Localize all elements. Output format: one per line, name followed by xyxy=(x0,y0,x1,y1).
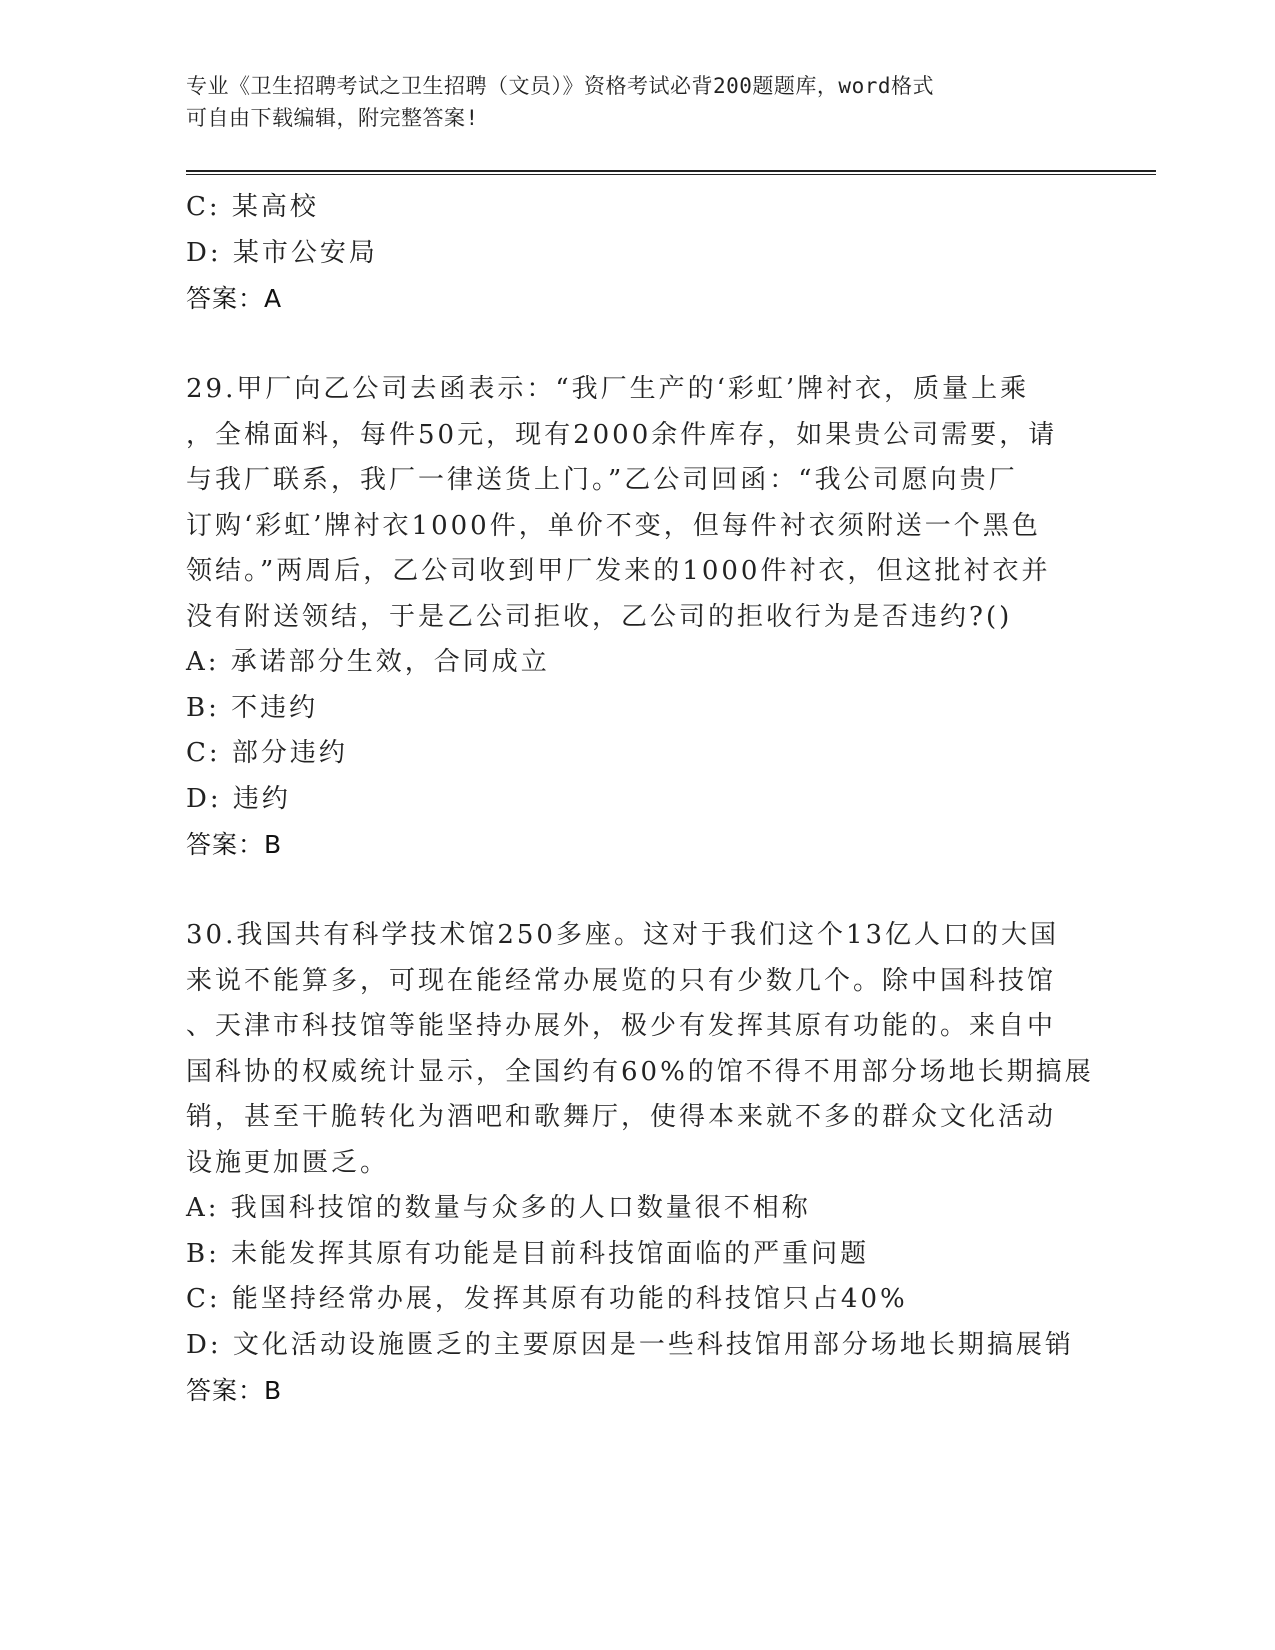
option-c: C: 部分违约 xyxy=(186,738,348,768)
answer-label: 答案：B xyxy=(186,830,283,859)
question-28 xyxy=(186,185,1166,322)
question-text-line: 国科协的权威统计显示，全国约有60%的馆不得不用部分场地长期搞展 xyxy=(186,1056,1094,1087)
option-b: B: 不违约 xyxy=(186,692,319,723)
option-b: B: 未能发挥其原有功能是目前科技馆面临的严重问题 xyxy=(186,1238,870,1269)
document-page xyxy=(186,70,1166,1414)
question-text-line: 订购‘彩虹’牌衬衣1000件，单价不变，但每件衬衣须附送一个黑色 xyxy=(186,510,1041,541)
answer-label: 答案：A xyxy=(186,284,283,313)
option-c: C: 某高校 xyxy=(186,192,319,222)
header-line-2: 可自由下载编辑，附完整答案! xyxy=(186,106,479,130)
question-text-line: 设施更加匮乏。 xyxy=(186,1147,390,1178)
question-text-line: 销，甚至干脆转化为酒吧和歌舞厅，使得本来就不多的群众文化活动 xyxy=(186,1102,1057,1132)
question-text-line: 、天津市科技馆等能坚持办展外，极少有发挥其原有功能的。来自中 xyxy=(186,1011,1057,1041)
question-text-line: 与我厂联系，我厂一律送货上门。”乙公司回函：“我公司愿向贵厂 xyxy=(186,465,1018,495)
option-a: A: 我国科技馆的数量与众多的人口数量很不相称 xyxy=(186,1193,811,1223)
document-body xyxy=(186,185,1166,1414)
question-text-line: 来说不能算多，可现在能经常办展览的只有少数几个。除中国科技馆 xyxy=(186,965,1057,996)
option-d: D: 违约 xyxy=(186,783,291,814)
question-29 xyxy=(186,367,1166,868)
spacer xyxy=(186,322,1166,368)
option-c: C: 能坚持经常办展，发挥其原有功能的科技馆只占40% xyxy=(186,1284,908,1314)
question-text-line: 30.我国共有科学技术馆250多座。这对于我们这个13亿人口的大国 xyxy=(186,920,1060,950)
question-text-line: 29.甲厂向乙公司去函表示：“我厂生产的‘彩虹’牌衬衣，质量上乘 xyxy=(186,374,1030,404)
question-text-line: ，全棉面料，每件50元，现有2000余件库存，如果贵公司需要，请 xyxy=(186,419,1058,450)
answer-label: 答案：B xyxy=(186,1376,283,1405)
question-text-line: 领结。”两周后，乙公司收到甲厂发来的1000件衬衣，但这批衬衣并 xyxy=(186,556,1051,586)
header-line-1: 专业《卫生招聘考试之卫生招聘（文员）》资格考试必背200题题库，word格式 xyxy=(186,74,934,98)
option-a: A: 承诺部分生效，合同成立 xyxy=(186,647,550,677)
question-text-line: 没有附送领结，于是乙公司拒收，乙公司的拒收行为是否违约?() xyxy=(186,601,1013,632)
question-30 xyxy=(186,913,1166,1414)
spacer xyxy=(186,868,1166,914)
option-d: D: 某市公安局 xyxy=(186,237,378,268)
option-d: D: 文化活动设施匮乏的主要原因是一些科技馆用部分场地长期搞展销 xyxy=(186,1329,1074,1360)
header-divider xyxy=(186,170,1156,175)
document-header xyxy=(186,70,1066,134)
